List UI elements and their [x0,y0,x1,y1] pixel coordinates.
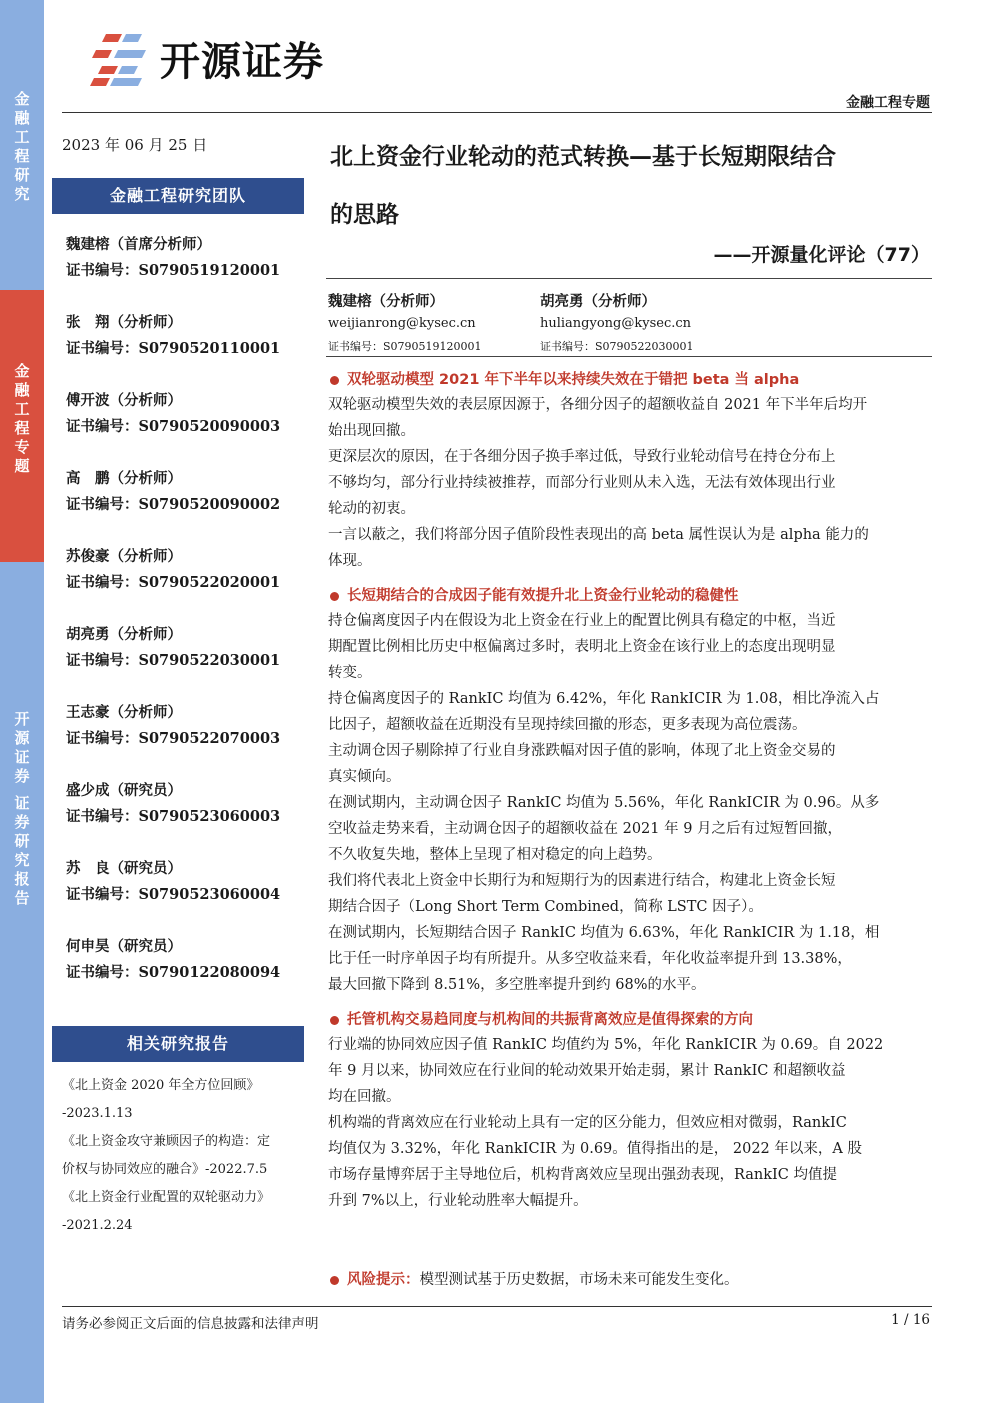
paragraph-line: 在测试期内，长短期结合因子 RankIC 均值为 6.63%，年化 RankICIR 为 1.18，相 [328,925,880,941]
analyst-entry [66,310,280,362]
analyst-entry [66,856,280,908]
body-paragraph [328,868,932,920]
paragraph-line: 转变。 [328,665,372,681]
related-report-line[interactable]: -2023.1.13 [62,1106,133,1121]
paragraph-line: 期配置比例相比历史中枢偏离过多时，表明北上资金在该行业上的态度出现明显 [328,639,836,655]
paragraph-line: 轮动的初衷。 [328,501,415,517]
analyst-cert: 证书编号：S0790520110001 [66,340,281,357]
paragraph-line: 持仓偏离度因子的 RankIC 均值为 6.42%，年化 RankICIR 为 1.08，相比净流入占 [328,691,880,707]
paragraph-line: 更深层次的原因，在于各细分因子换手率过低，导致行业轮动信号在持仓分布上 [328,449,836,465]
analyst-cert: 证书编号：S0790122080094 [66,964,281,981]
report-subtitle: ——开源量化评论（77） [713,244,930,266]
analyst-name: 苏 良（研究员） [66,860,182,877]
body-paragraph [328,392,932,444]
analyst-entry [66,232,280,284]
related-reports-box: 相关研究报告 [52,1026,304,1062]
report-type: 金融工程专题 [846,95,930,111]
paragraph-line: 真实倾向。 [328,769,401,785]
body-paragraph [328,608,932,686]
report-title [330,128,930,244]
section-heading-text: 长短期结合的合成因子能有效提升北上资金行业轮动的稳健性 [347,588,739,604]
analyst-name: 傅开波（分析师） [66,392,182,409]
paragraph-line: 年 9 月以来，协同效应在行业间的轮动效果开始走弱，累计 RankIC 和超额收益 [328,1063,846,1079]
analyst-name: 苏俊豪（分析师） [66,548,182,565]
report-title-line: 北上资金行业轮动的范式转换—基于长短期限结合 [330,144,836,170]
related-report-line[interactable]: 《北上资金攻守兼顾因子的构造：定 [62,1134,271,1149]
author-name: 胡亮勇（分析师） [540,293,656,310]
paragraph-line: 比因子，超额收益在近期没有呈现持续回撤的形态，更多表现为高位震荡。 [328,717,807,733]
body-paragraph [328,790,932,868]
section-heading [330,1008,930,1029]
related-reports-list [62,1072,312,1240]
analyst-cert: 证书编号：S0790522020001 [66,574,281,591]
author-email[interactable]: huliangyong@kysec.cn [540,316,692,331]
author-name: 魏建榕（分析师） [328,293,444,310]
analyst-name: 张 翔（分析师） [66,314,182,331]
analyst-entry [66,778,280,830]
analyst-name: 盛少成（研究员） [66,782,182,799]
analyst-cert: 证书编号：S0790522030001 [66,652,281,669]
paragraph-line: 空收益走势来看，主动调仓因子的超额收益在 2021 年 9 月之后有过短暂回撤， [328,821,843,837]
analyst-cert: 证书编号：S0790523060003 [66,808,281,825]
paragraph-line: 比于任一时序单因子均有所提升。从多空收益来看，年化收益率提升到 13.38%， [328,951,852,967]
analyst-cert: 证书编号：S0790522070003 [66,730,281,747]
paragraph-line: 在测试期内，主动调仓因子 RankIC 均值为 5.56%，年化 RankICIR 为 0.96。从多 [328,795,880,811]
team-box: 金融工程研究团队 [52,178,304,214]
section-heading [330,584,930,605]
risk-text: 模型测试基于历史数据，市场未来可能发生变化。 [419,1272,739,1288]
body-paragraph [328,1032,932,1110]
paragraph-line: 不够均匀，部分行业持续被推荐，而部分行业则从未入选，无法有效体现出行业 [328,475,836,491]
analyst-name: 魏建榕（首席分析师） [66,236,211,253]
authors-divider [326,356,932,357]
section-heading [330,368,930,389]
section-heading-text: 双轮驱动模型 2021 年下半年以来持续失效在于错把 beta 当 alpha [347,372,800,388]
analyst-entry [66,466,280,518]
body-paragraph [328,738,932,790]
paragraph-line: 一言以蔽之，我们将部分因子值阶段性表现出的高 beta 属性误认为是 alpha 能力的 [328,527,869,543]
analyst-cert: 证书编号：S0790520090003 [66,418,281,435]
paragraph-line: 我们将代表北上资金中长期行为和短期行为的因素进行结合，构建北上资金长短 [328,873,836,889]
analyst-entry [66,622,280,674]
paragraph-line: 持仓偏离度因子内在假设为北上资金在行业上的配置比例具有稳定的中枢，当近 [328,613,836,629]
analyst-cert: 证书编号：S0790519120001 [66,262,281,279]
related-report-line[interactable]: 价权与协同效应的融合》-2022.7.5 [62,1162,268,1177]
author-block [540,290,694,356]
report-date: 2023 年 06 月 25 日 [62,136,208,154]
bullet-icon [330,592,339,601]
section-heading-text: 托管机构交易趋同度与机构间的共振背离效应是值得探索的方向 [347,1012,753,1028]
bullet-icon [330,1276,339,1285]
body-paragraph [328,444,932,522]
analyst-name: 王志豪（分析师） [66,704,182,721]
footer-divider [62,1306,932,1307]
analyst-entry [66,934,280,986]
analyst-name: 高 鹏（分析师） [66,470,182,487]
related-report-line[interactable]: 《北上资金行业配置的双轮驱动力》 [62,1190,271,1205]
paragraph-line: 均在回撤。 [328,1089,401,1105]
side-band-bottom-label: 开 源 证 券 证 券 研 究 报 告 [14,710,30,907]
side-band-bottom [0,562,44,1403]
paragraph-line: 最大回撤下降到 8.51%，多空胜率提升到约 68%的水平。 [328,977,706,993]
body-paragraph [328,686,932,738]
author-email[interactable]: weijianrong@kysec.cn [328,316,476,331]
bullet-icon [330,1016,339,1025]
side-band-top-label: 金 融 工 程 研 究 [14,90,30,203]
related-report-line[interactable]: 《北上资金 2020 年全方位回顾》 [62,1078,260,1093]
page-number: 1 / 16 [891,1312,930,1328]
paragraph-line: 不久收复失地，整体上呈现了相对稳定的向上趋势。 [328,847,662,863]
logo-icon [88,30,150,88]
analyst-entry [66,388,280,440]
analyst-name: 何申昊（研究员） [66,938,182,955]
author-cert: 证书编号：S0790519120001 [328,340,482,353]
analyst-name: 胡亮勇（分析师） [66,626,182,643]
analyst-cert: 证书编号：S0790523060004 [66,886,281,903]
brand-name: 开源证券 [160,39,324,85]
paragraph-line: 体现。 [328,553,372,569]
paragraph-line: 行业端的协同效应因子值 RankIC 均值约为 5%，年化 RankICIR 为 0.69。自 2022 [328,1037,884,1053]
paragraph-line: 始出现回撤。 [328,423,415,439]
paragraph-line: 市场存量博弈居于主导地位后，机构背离效应呈现出强劲表现，RankIC 均值提 [328,1167,837,1183]
report-title-line: 的思路 [330,202,399,228]
footer-disclaimer: 请务必参阅正文后面的信息披露和法律声明 [62,1316,319,1332]
analyst-entry [66,544,280,596]
paragraph-line: 期结合因子（Long Short Term Combined，简称 LSTC 因子）。 [328,899,763,915]
body-paragraph [328,1110,932,1214]
paragraph-line: 双轮驱动模型失效的表层原因源于，各细分因子的超额收益自 2021 年下半年后均开 [328,397,868,413]
risk-warning [330,1268,739,1289]
header-divider [62,112,932,113]
paragraph-line: 机构端的背离效应在行业轮动上具有一定的区分能力，但效应相对微弱，RankIC [328,1115,847,1131]
author-block [328,290,482,356]
analyst-entry [66,700,280,752]
analyst-cert: 证书编号：S0790520090002 [66,496,281,513]
side-band-middle-label: 金 融 工 程 专 题 [14,362,30,475]
risk-label: 风险提示： [347,1272,420,1288]
paragraph-line: 升到 7%以上，行业轮动胜率大幅提升。 [328,1193,588,1209]
body-paragraph [328,920,932,998]
paragraph-line: 均值仅为 3.32%，年化 RankICIR 为 0.69。值得指出的是， 2022 年以来，A 股 [328,1141,862,1157]
author-cert: 证书编号：S0790522030001 [540,340,694,353]
body-paragraph [328,522,932,574]
bullet-icon [330,376,339,385]
related-report-line[interactable]: -2021.2.24 [62,1218,133,1233]
subtitle-divider [326,278,932,279]
paragraph-line: 主动调仓因子剔除掉了行业自身涨跌幅对因子值的影响，体现了北上资金交易的 [328,743,836,759]
